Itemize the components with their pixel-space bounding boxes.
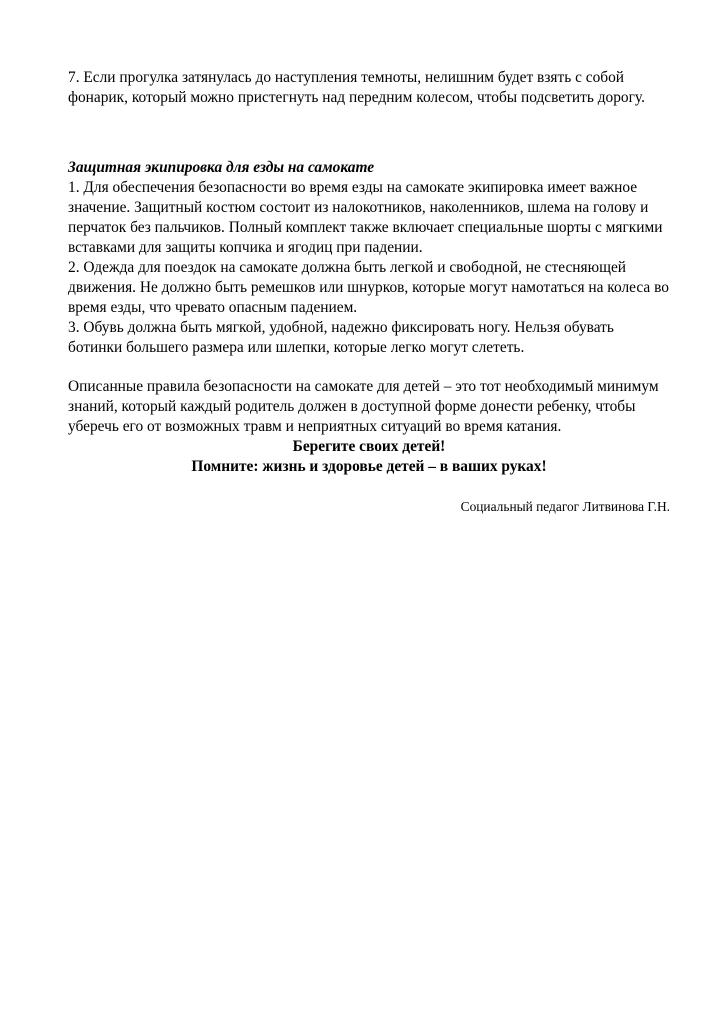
item-1-paragraph: 1. Для обеспечения безопасности во время езды на самокате экипировка имеет важное значение. Защитный костюм состоит из налокотников, наколенников, шлема на голову и перчаток без пальчиков. Полный комплект также включает специальные шорты с мягкими вставками для защиты копчика и ягодиц при падении. [68,179,663,256]
signature: Социальный педагог Литвинова Г.Н. [460,499,670,514]
conclusion-paragraph: Описанные правила безопасности на самокате для детей – это тот необходимый минимум знаний, который каждый родитель должен в доступной форме донести ребенку, чтобы уберечь его от возможных травм и неприятных ситуаций во время катания. [68,378,659,435]
item-7-paragraph: 7. Если прогулка затянулась до наступления темноты, нелишним будет взять с собой фонарик, который можно пристегнуть над передним колесом, чтобы подсветить дорогу. [68,69,645,106]
document-page [68,68,670,517]
item-2-paragraph: 2. Одежда для поездок на самокате должна быть легкой и свободной, не стесняющей движения. Не должно быть ремешков или шнурков, которые могут намотаться на колеса во время езды, что чревато опасным падением. [68,259,669,316]
spacer [68,108,670,158]
slogan-line-1: Берегите своих детей! [292,438,446,455]
item-3-paragraph: 3. Обувь должна быть мягкой, удобной, надежно фиксировать ногу. Нельзя обувать ботинки большего размера или шлепки, которые легко могут слететь. [68,319,614,356]
slogan-line-2: Помните: жизнь и здоровье детей – в ваших руках! [191,458,547,475]
section-heading: Защитная экипировка для езды на самокате [68,159,375,176]
spacer [68,358,670,377]
